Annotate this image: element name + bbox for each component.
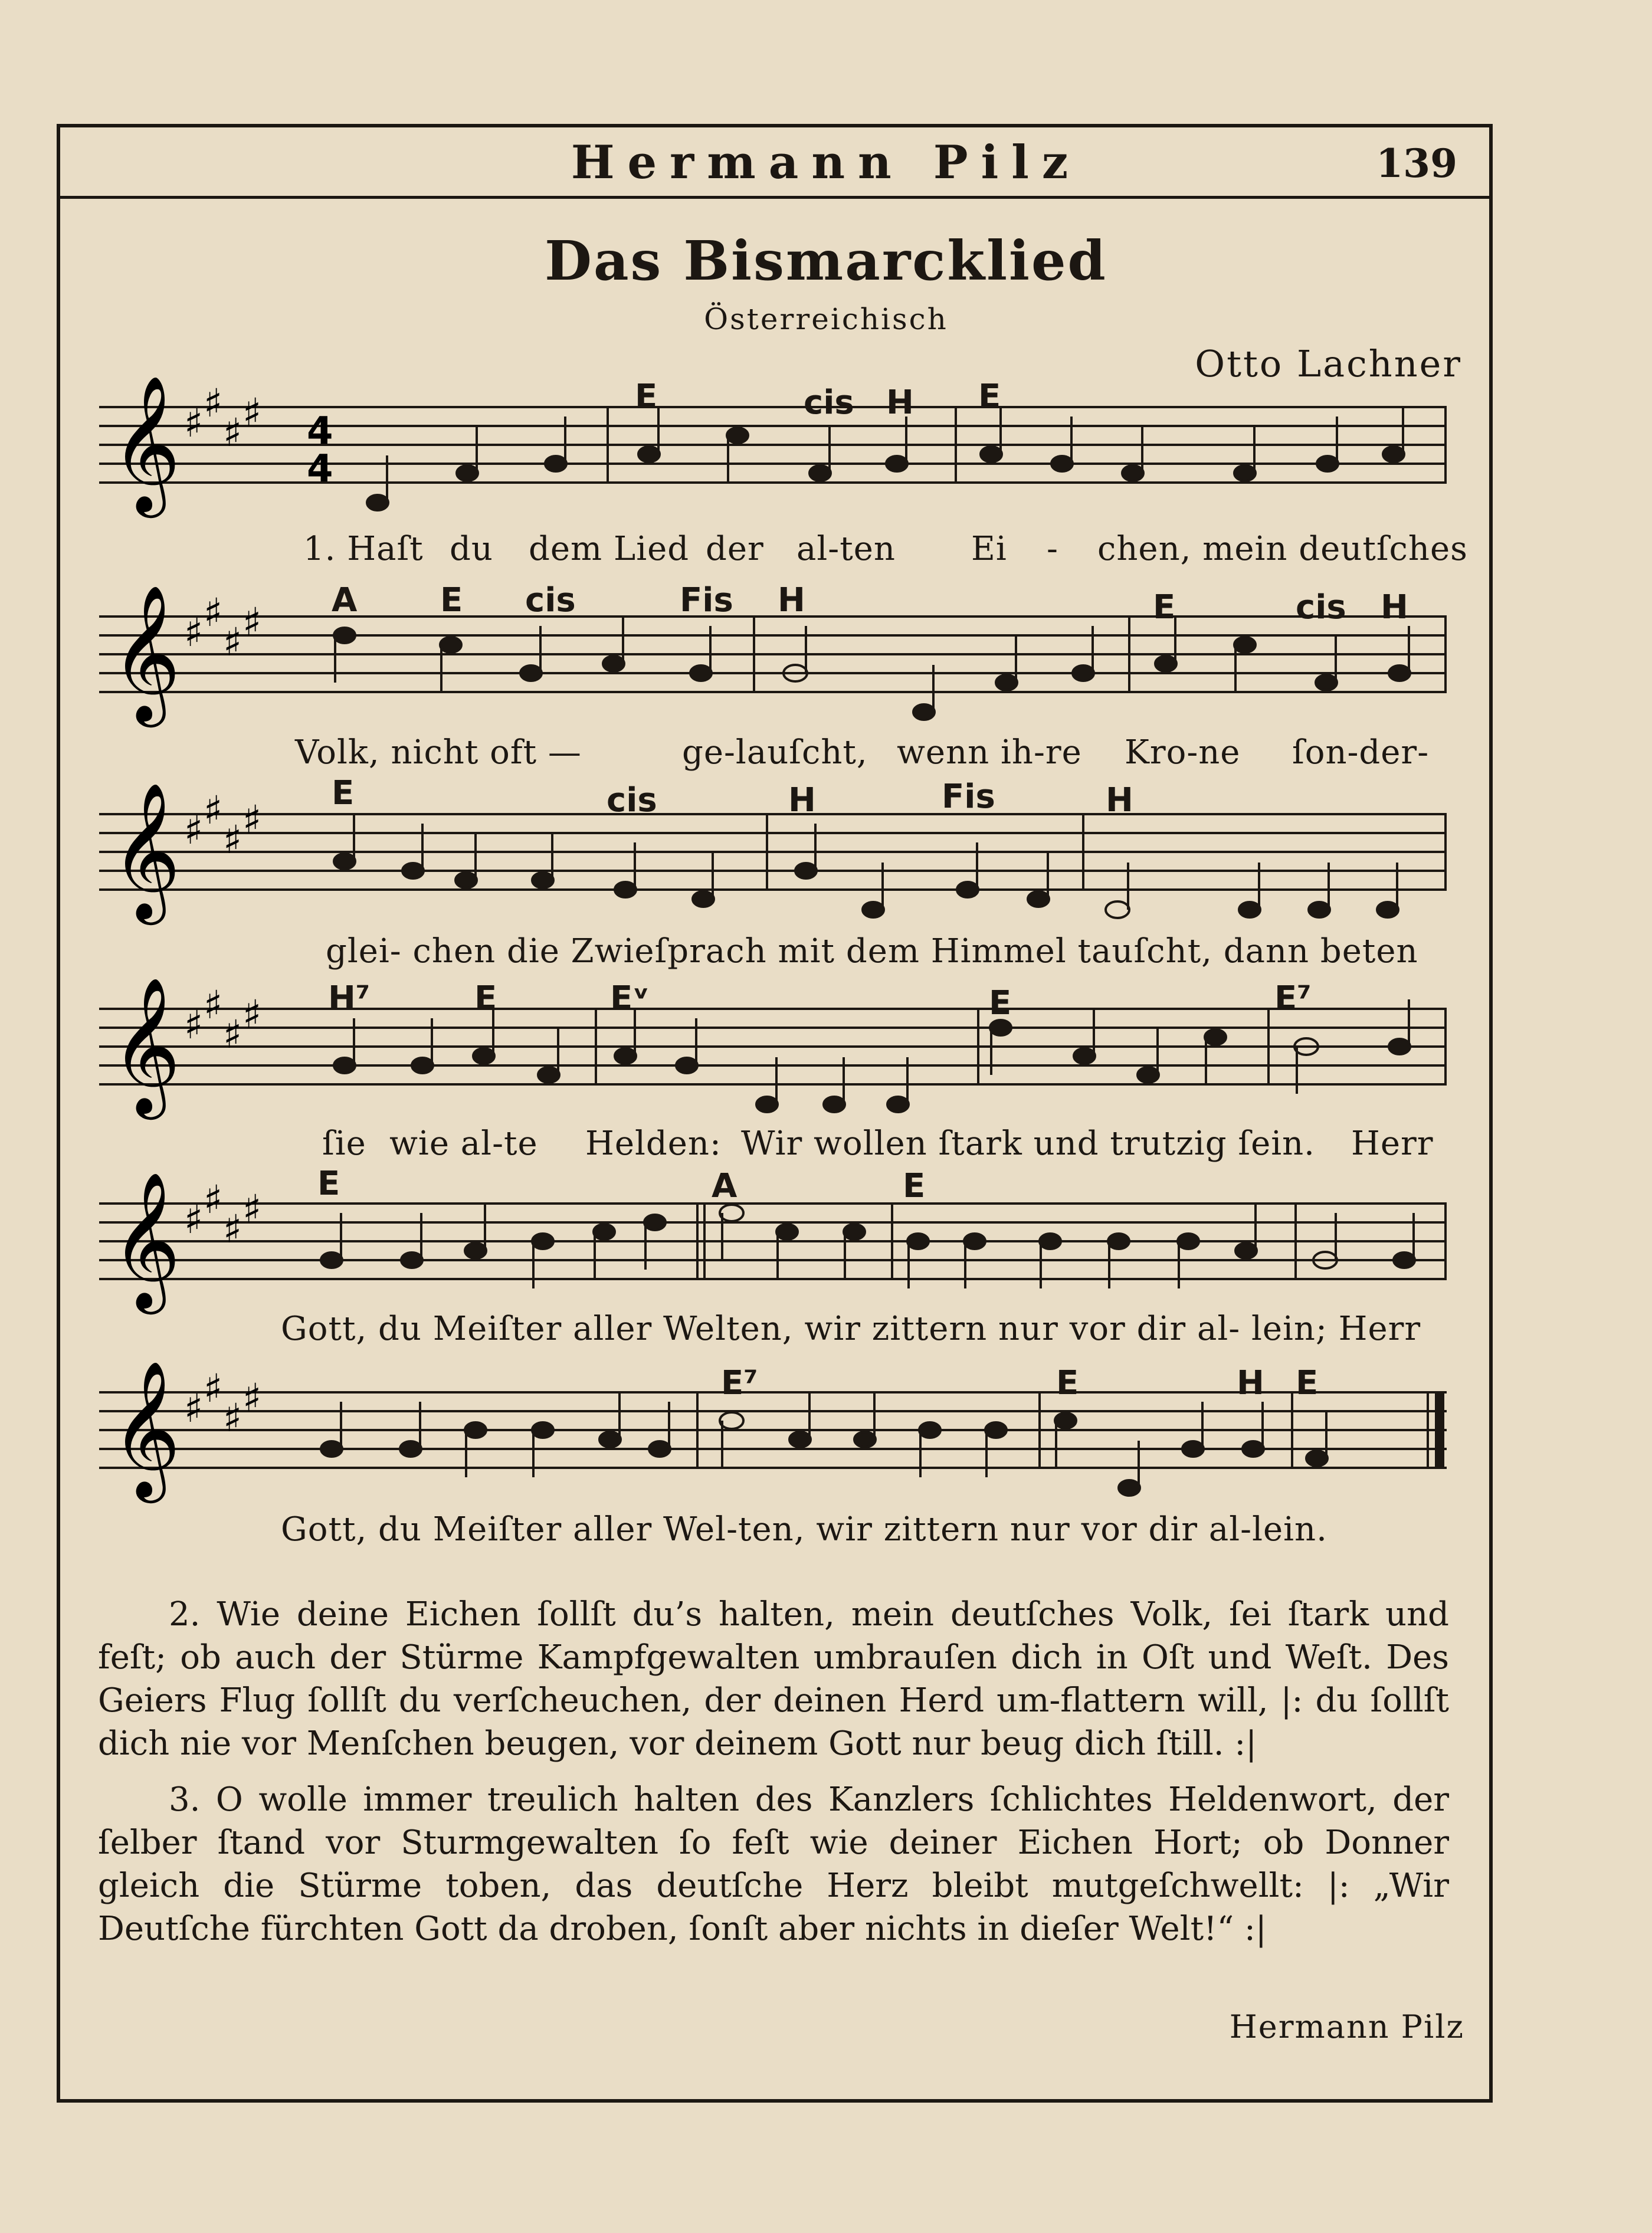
chord-label: H	[886, 383, 914, 422]
music-system-5	[0, 1162, 1652, 1375]
svg-text:♯: ♯	[204, 788, 222, 833]
lyric-syllable: du	[450, 530, 493, 568]
svg-text:♯: ♯	[204, 590, 222, 635]
staff-4	[0, 968, 1652, 1145]
svg-text:♯: ♯	[242, 1375, 261, 1421]
lyric-syllable: wie al-te	[389, 1124, 538, 1163]
lyric-syllable: wenn ih-re	[897, 733, 1082, 772]
chord-label: E	[978, 378, 1001, 416]
chord-label: A	[712, 1167, 738, 1205]
song-title: Das Bismarcklied	[545, 229, 1107, 293]
svg-text:𝄞: 𝄞	[111, 1171, 181, 1309]
svg-text:♯: ♯	[184, 610, 203, 655]
lyric-syllable: Volk, nicht oft —	[295, 733, 582, 772]
lyric-syllable: -	[1047, 530, 1058, 568]
chord-label: cis	[525, 581, 576, 619]
lyric-syllable: ge-lauſcht,	[682, 733, 868, 772]
author-signature: Hermann Pilz	[1229, 2008, 1464, 2045]
chord-label: E	[1056, 1364, 1079, 1402]
lyric-line: glei- chen die Zwieſprach mit dem Himmel tauſcht, dann beten	[326, 932, 1418, 970]
chord-label: cis	[607, 781, 657, 819]
lyric-syllable: ſie	[322, 1124, 366, 1163]
svg-text:♯: ♯	[223, 1395, 242, 1441]
svg-text:♯: ♯	[204, 381, 222, 426]
svg-text:♯: ♯	[223, 410, 242, 455]
chord-label: H	[778, 581, 805, 619]
svg-text:𝄞: 𝄞	[111, 584, 181, 722]
running-head: Hermann Pilz	[571, 136, 1081, 189]
chord-label: E	[332, 774, 355, 812]
svg-text:♯: ♯	[242, 390, 261, 435]
svg-text:♯: ♯	[223, 619, 242, 665]
svg-text:♯: ♯	[184, 1386, 203, 1431]
svg-text:𝄞: 𝄞	[111, 1360, 181, 1497]
staff-6	[0, 1351, 1652, 1528]
music-system-4	[0, 968, 1652, 1180]
music-system-3	[0, 773, 1652, 985]
lyric-syllable: Herr	[1351, 1124, 1434, 1163]
chord-label: E⁷	[721, 1364, 758, 1402]
chord-label: E	[317, 1165, 340, 1203]
chord-label: E	[1153, 588, 1176, 627]
chord-label: E	[1296, 1364, 1319, 1402]
svg-text:♯: ♯	[242, 992, 261, 1037]
chord-label: E	[989, 984, 1012, 1022]
chord-label: H⁷	[328, 979, 371, 1018]
lyric-syllable: al-ten	[796, 530, 896, 568]
svg-text:♯: ♯	[242, 1186, 261, 1232]
svg-text:♯: ♯	[204, 1366, 222, 1411]
lyric-syllable: Ei	[971, 530, 1007, 568]
chord-label: E	[903, 1167, 926, 1205]
svg-text:♯: ♯	[184, 808, 203, 853]
svg-text:♯: ♯	[204, 982, 222, 1028]
verse-3: 3. O wolle immer treulich halten des Kanzlers ſchlichtes Heldenwort, der ſelber ſtand vor Sturmgewalten ſo feſt wie deiner Eichen Hort; ob Donner gleich die Stürme toben, das deutſche Herz bleibt mutgeſchwellt: |: „Wir Deutſche fürchten Gott da droben, ſonſt aber nichts in dieſer Welt!“ :|	[98, 1781, 1449, 1948]
lyric-syllable: Helden:	[585, 1124, 722, 1163]
svg-text:♯: ♯	[184, 401, 203, 446]
svg-text:4: 4	[307, 447, 333, 491]
chord-label: E	[635, 378, 658, 416]
lyric-syllable: der	[706, 530, 764, 568]
verses	[98, 1593, 1449, 1963]
chord-label: A	[332, 581, 358, 619]
lyric-syllable: Lied	[614, 530, 690, 568]
lyric-syllable: 1. Haſt	[303, 530, 424, 568]
chord-label: E⁷	[1274, 979, 1312, 1018]
svg-text:♯: ♯	[184, 1002, 203, 1048]
svg-text:𝄞: 𝄞	[111, 782, 181, 919]
chord-label: Fis	[942, 778, 995, 816]
header-rule	[57, 196, 1493, 199]
chord-label: Fis	[680, 581, 733, 619]
chord-label: H	[1106, 781, 1133, 819]
svg-text:4: 4	[307, 409, 333, 453]
lyric-line: Gott, du Meiſter aller Wel-ten, wir zittern nur vor dir al-lein.	[281, 1510, 1328, 1549]
chord-label: H	[788, 781, 816, 819]
svg-text:♯: ♯	[223, 817, 242, 863]
music-system-1	[0, 366, 1652, 590]
composer: Otto Lachner	[1195, 342, 1462, 385]
svg-text:♯: ♯	[184, 1197, 203, 1242]
page-number: 139	[1376, 140, 1457, 186]
chord-label: cis	[804, 383, 854, 422]
chord-label: H	[1381, 588, 1408, 627]
svg-text:♯: ♯	[223, 1206, 242, 1252]
svg-text:𝄞: 𝄞	[111, 375, 181, 512]
music-system-6	[0, 1351, 1652, 1563]
song-subtitle: Österreichisch	[704, 302, 948, 336]
lyric-syllable: ſon-der-	[1292, 733, 1430, 772]
lyric-syllable: Wir wollen ſtark und trutzig ſein.	[741, 1124, 1315, 1163]
chord-label: E	[440, 581, 463, 619]
chord-label: Eᵛ	[610, 979, 650, 1018]
verse-2: 2. Wie deine Eichen ſollſt du’s halten, mein deutſches Volk, ſei ſtark und feſt; ob auch der Stürme Kampfgewalten umbrauſen dich in Oſt und Weſt. Des Geiers Flug ſollſt du verſcheuchen, der deinen Herd um-flattern will, |: du ſollſt dich nie vor Menſchen beugen, vor deinem Gott nur beug dich ſtill. :|	[98, 1595, 1449, 1763]
svg-text:𝄞: 𝄞	[111, 976, 181, 1114]
staff-3	[0, 773, 1652, 950]
chord-label: H	[1237, 1364, 1264, 1402]
svg-text:♯: ♯	[242, 797, 261, 842]
chord-label: cis	[1296, 588, 1346, 627]
music-system-2	[0, 575, 1652, 788]
lyric-syllable: chen, mein deutſches	[1097, 530, 1468, 568]
lyric-syllable: Kro-ne	[1125, 733, 1241, 772]
chord-label: E	[474, 979, 497, 1018]
svg-text:♯: ♯	[242, 599, 261, 645]
lyric-line: Gott, du Meiſter aller Welten, wir zittern nur vor dir al- lein; Herr	[281, 1310, 1421, 1348]
lyric-syllable: dem	[529, 530, 603, 568]
svg-text:♯: ♯	[223, 1012, 242, 1057]
svg-text:♯: ♯	[204, 1177, 222, 1222]
